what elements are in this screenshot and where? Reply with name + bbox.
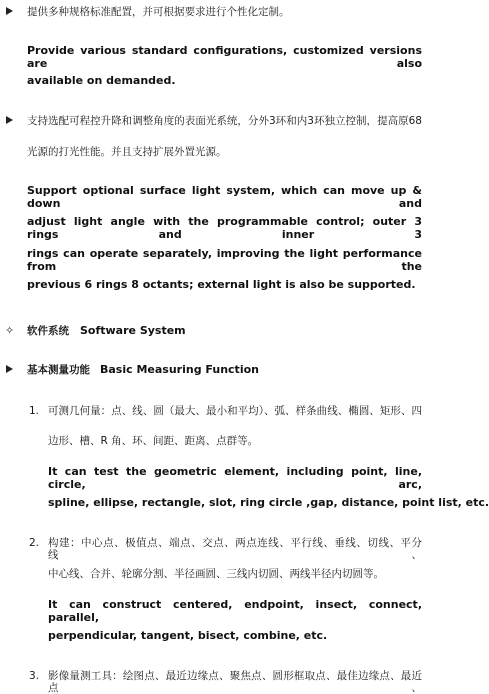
section2-en-line-2: adjust light angle with the programmable control; outer 3 rings and inner 3 bbox=[27, 215, 422, 241]
item1-en-line-1: It can test the geometric element, including point, line, circle, arc, bbox=[48, 465, 422, 491]
bullet-arrow-icon bbox=[6, 365, 13, 373]
item-number: 3. bbox=[29, 670, 40, 682]
section2-cn-line-1: 支持选配可程控升降和调整角度的表面光系统，分外3环和内3环独立控制，提高原68 bbox=[27, 115, 422, 127]
section2-en-line-1: Support optional surface light system, which can move up & down and bbox=[27, 184, 422, 210]
bullet-arrow-icon bbox=[6, 116, 13, 124]
item1-en-line-2: spline, ellipse, rectangle, slot, ring circle ,gap, distance, point list, etc. bbox=[48, 496, 489, 509]
section1-cn-text: 提供多种规格标准配置，并可根据要求进行个性化定制。 bbox=[27, 6, 290, 18]
section2-cn-line-2: 光源的打光性能。并且支持扩展外置光源。 bbox=[27, 146, 227, 158]
section2-en-line-4: previous 6 rings 8 octants; external light is also be supported. bbox=[27, 278, 416, 291]
item1-cn-line-1: 可测几何量：点、线、圆（最大、最小和平均）、弧、样条曲线、椭圆、矩形、四 bbox=[48, 405, 422, 417]
software-heading-cn: 软件系统 bbox=[27, 325, 69, 337]
bullet-diamond-icon: ✧ bbox=[5, 324, 15, 337]
item3-cn-line-1: 影像量测工具：绘图点、最近边缘点、聚焦点、圆形框取点、最佳边缘点、最近点、 bbox=[48, 670, 422, 694]
item-number: 1. bbox=[29, 405, 40, 417]
item2-cn-line-2: 中心线、合并、轮廓分割、半径画圆、三线内切圆、两线半径内切圆等。 bbox=[48, 568, 384, 580]
item-number: 2. bbox=[29, 537, 40, 549]
bullet-arrow-icon bbox=[6, 7, 13, 15]
item2-cn-line-1: 构建：中心点、极值点、端点、交点、两点连线、平行线、垂线、切线、平分线、 bbox=[48, 537, 422, 561]
section1-en-line-2: available on demanded. bbox=[27, 74, 176, 87]
section2-en-line-3: rings can operate separately, improving the light performance from the bbox=[27, 247, 422, 273]
item2-en-line-2: perpendicular, tangent, bisect, combine, etc. bbox=[48, 629, 328, 642]
basic-heading-en: Basic Measuring Function bbox=[100, 363, 259, 376]
basic-heading-cn: 基本测量功能 bbox=[27, 364, 90, 376]
item1-cn-line-2: 边形、槽、R 角、环、间距、距离、点群等。 bbox=[48, 435, 259, 447]
item2-en-line-1: It can construct centered, endpoint, insect, connect, parallel, bbox=[48, 598, 422, 624]
software-heading-en: Software System bbox=[80, 324, 186, 337]
section1-en-line-1: Provide various standard configurations, customized versions are also bbox=[27, 44, 422, 70]
